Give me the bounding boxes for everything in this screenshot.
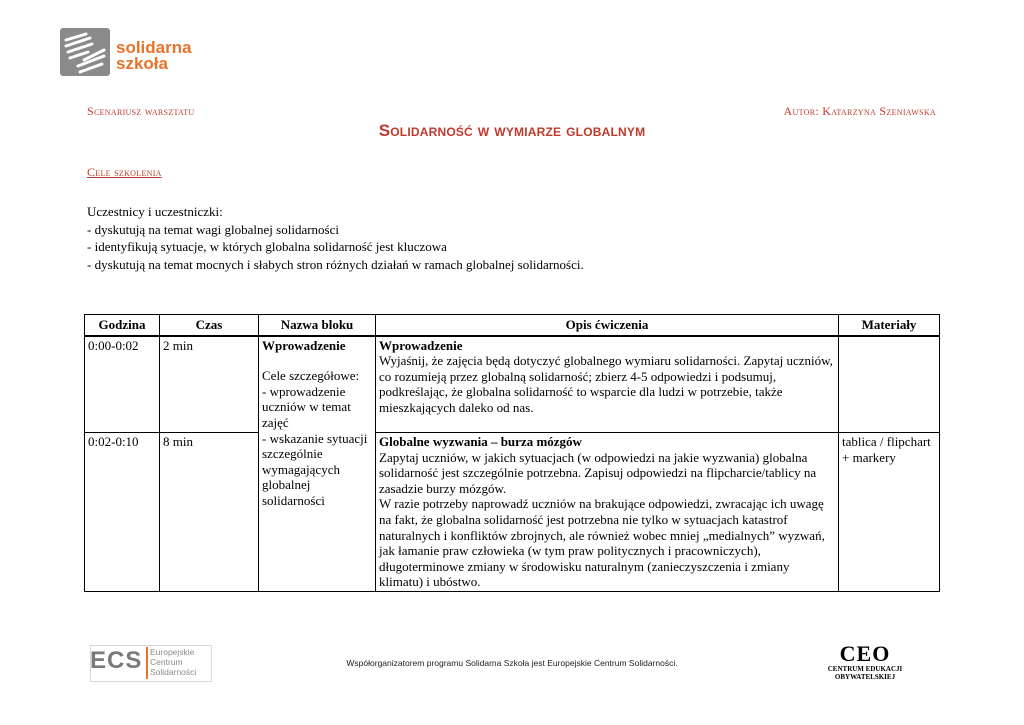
ecs-line: Centrum bbox=[150, 657, 183, 667]
cell-materials bbox=[839, 336, 940, 433]
goal-item: - identyfikują sytuacje, w których globalna solidarność jest kluczowa bbox=[87, 239, 447, 254]
header-godzina: Godzina bbox=[85, 315, 160, 336]
author-label: Autor: Katarzyna Szeniawska bbox=[783, 104, 936, 118]
solidarna-szkola-logo bbox=[58, 24, 192, 82]
ceo-logo bbox=[826, 643, 904, 687]
ceo-abbr: CEO bbox=[839, 641, 891, 666]
description-title: Globalne wyzwania – burza mózgów bbox=[379, 434, 582, 450]
cell-block-name bbox=[259, 336, 376, 592]
block-name: Wprowadzenie bbox=[262, 337, 346, 353]
table-row bbox=[85, 336, 940, 433]
ceo-line: CENTRUM EDUKACJI bbox=[827, 665, 903, 673]
goals-intro: Uczestnicy i uczestniczki: bbox=[87, 204, 223, 219]
hands-logo-icon bbox=[58, 26, 112, 78]
page-title: Solidarność w wymiarze globalnym bbox=[378, 121, 646, 140]
goal-item: - dyskutują na temat wagi globalnej solidarności bbox=[87, 221, 339, 237]
logo-text-line2: szkoła bbox=[116, 54, 168, 73]
scenario-label: Scenariusz warsztatu bbox=[87, 104, 195, 118]
cell-time: 0:00-0:02 bbox=[85, 336, 160, 433]
header-materialy: Materiały bbox=[839, 315, 940, 336]
ecs-line: Europejskie bbox=[150, 647, 195, 657]
table-header-row bbox=[85, 315, 940, 336]
block-goal-line: - wskazanie sytuacji szczególnie wymagających globalnej solidarności bbox=[262, 430, 368, 508]
cell-materials: tablica / flipchart + markery bbox=[839, 433, 940, 592]
schedule-table bbox=[84, 314, 940, 592]
footer-note: Współorganizatorem programu Solidarna Szkoła jest Europejskie Centrum Solidarności. bbox=[346, 658, 678, 668]
header-opis: Opis ćwiczenia bbox=[376, 315, 839, 336]
header-nazwa-bloku: Nazwa bloku bbox=[259, 315, 376, 336]
cell-description bbox=[376, 336, 839, 433]
goals-heading: Cele szkolenia bbox=[87, 165, 162, 179]
header-czas: Czas bbox=[160, 315, 259, 336]
goals-list bbox=[87, 203, 584, 273]
block-goal-line: - wprowadzenie uczniów w temat zajęć bbox=[262, 383, 351, 430]
block-goals-label: Cele szczegółowe: bbox=[262, 368, 360, 384]
ceo-line: OBYWATELSKIEJ bbox=[834, 673, 896, 681]
cell-duration: 8 min bbox=[160, 433, 259, 592]
table-row bbox=[85, 433, 940, 592]
description-text: Zapytaj uczniów, w jakich sytuacjach (w odpowiedzi na jakie wyzwania) globalna solidarność jest szczególnie potrzebna. Zapisuj odpowiedzi na flipcharcie/tablicy na zasadzie burzy mózgów. bbox=[379, 449, 817, 496]
ecs-line: Solidarności bbox=[150, 667, 197, 677]
logo-text-line1: solidarna bbox=[116, 38, 192, 57]
cell-time: 0:02-0:10 bbox=[85, 433, 160, 592]
description-title: Wprowadzenie bbox=[379, 337, 463, 353]
cell-duration: 2 min bbox=[160, 336, 259, 433]
goal-item: - dyskutują na temat mocnych i słabych stron różnych działań w ramach globalnej solidarności. bbox=[87, 256, 584, 272]
ecs-abbr: ECS bbox=[90, 647, 143, 674]
description-text: W razie potrzeby naprowadź uczniów na brakujące odpowiedzi, zwracając ich uwagę na fakt, że globalna solidarność jest potrzebna nie tylko w sytuacjach katastrof naturalnych i konfliktów zbrojnych, ale również wobec mniej „medialnych” wyzwań, jak łamanie praw człowieka (w tym praw politycznych i pracowniczych), długoterminowe zmiany w środowisku naturalnym (zanieczyszczenia i zmiany klimatu) i ubóstwo. bbox=[379, 496, 825, 590]
description-text: Wyjaśnij, że zajęcia będą dotyczyć globalnego wymiaru solidarności. Zapytaj uczniów, co rozumieją przez globalną solidarność; zbierz 4-5 odpowiedzi i podsumuj, podkreślając, że globalna solidarność to wsparcie dla ludzi w potrzebie, także mieszkających daleko od nas. bbox=[379, 353, 833, 415]
cell-description bbox=[376, 433, 839, 592]
